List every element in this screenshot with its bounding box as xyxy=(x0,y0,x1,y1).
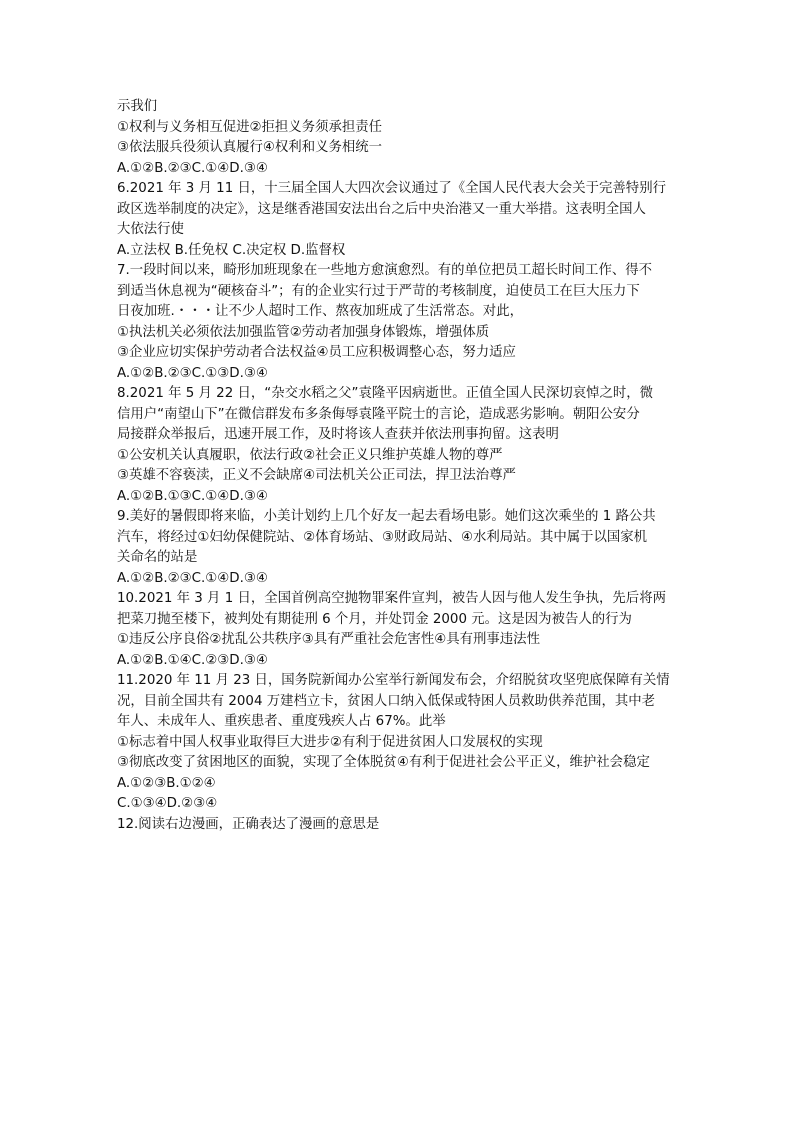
answer-options: A.①②B.②③C.①③D.③④ xyxy=(117,365,268,381)
document-page xyxy=(117,97,677,835)
question-12-stem: 12.阅读右边漫画，正确表达了漫画的意思是 xyxy=(117,816,380,832)
answer-options: A.①②B.②③C.①④D.③④ xyxy=(117,570,268,586)
question-11-stem: 11.2020 年 11 月 23 日，国务院新闻办公室举行新闻发布会，介绍脱贫攻坚兜底保障有关情 xyxy=(117,673,670,688)
question-6-stem: 6.2021 年 3 月 11 日，十三届全国人大四次会议通过了《全国人民代表大会关于完善特别行 xyxy=(117,181,666,196)
question-7-stem: 到适当休息视为“硬核奋斗”；有的企业实行过于严苛的考核制度，迫使员工在巨大压力下 xyxy=(117,283,640,299)
answer-options: A.①②B.②③C.①④D.③④ xyxy=(117,160,268,176)
question-8-stem: 8.2021 年 5 月 22 日，“杂交水稻之父”袁隆平因病逝世。正值全国人民深切哀悼之时，微 xyxy=(117,386,654,401)
text-line: ③依法服兵役须认真履行④权利和义务相统一 xyxy=(117,140,383,155)
statement-line: ①公安机关认真履职，依法行政②社会正义只维护英雄人物的尊严 xyxy=(117,447,503,463)
question-7-stem: 日夜加班.・・・让不少人超时工作、熬夜加班成了生活常态。对此， xyxy=(117,304,523,319)
question-7-stem: 7.一段时间以来，畸形加班现象在一些地方愈演愈烈。有的单位把员工超长时间工作、得不 xyxy=(117,263,653,278)
question-8-stem: 局接群众举报后，迅速开展工作，及时将该人查获并依法刑事拘留。这表明 xyxy=(117,427,559,442)
text-line: 示我们 xyxy=(117,99,158,114)
question-11-stem: 年人、未成年人、重疾患者、重度残疾人占 67%。此举 xyxy=(117,714,446,729)
question-8-stem: 信用户“南望山下”在微信群发布多条侮辱袁隆平院士的言论，造成恶劣影响。朝阳公安分 xyxy=(117,406,640,422)
answer-options: A.①②③B.①②④ xyxy=(117,775,216,791)
statement-line: ③英雄不容亵渎，正义不会缺席④司法机关公正司法，捍卫法治尊严 xyxy=(117,468,516,483)
answer-options: A.立法权 B.任免权 C.决定权 D.监督权 xyxy=(117,242,346,258)
answer-options: A.①②B.①③C.①④D.③④ xyxy=(117,488,268,504)
statement-line: ①标志着中国人权事业取得巨大进步②有利于促进贫困人口发展权的实现 xyxy=(117,734,543,750)
question-10-stem: 10.2021 年 3 月 1 日，全国首例高空抛物罪案件宣判，被告人因与他人发生争执，先后将两 xyxy=(117,591,666,606)
question-6-stem: 政区选举制度的决定》，这是继香港国安法出台之后中央治港又一重大举措。这表明全国人 xyxy=(117,201,646,217)
question-9-stem: 关命名的站是 xyxy=(117,550,198,565)
answer-options: C.①③④D.②③④ xyxy=(117,796,218,811)
statement-line: ①违反公序良俗②扰乱公共秩序③具有严重社会危害性④具有刑事违法性 xyxy=(117,632,540,647)
statement-line: ③彻底改变了贫困地区的面貌，实现了全体脱贫④有利于促进社会公平正义，维护社会稳定 xyxy=(117,755,650,770)
question-9-stem: 汽车，将经过①妇幼保健院站、②体育场站、③财政局站、④水利局站。其中属于以国家机 xyxy=(117,529,648,545)
answer-options: A.①②B.①④C.②③D.③④ xyxy=(117,652,268,668)
statement-line: ①执法机关必须依法加强监管②劳动者加强身体锻炼，增强体质 xyxy=(117,324,490,340)
text-line: ①权利与义务相互促进②拒担义务须承担责任 xyxy=(117,119,383,135)
question-10-stem: 把菜刀抛至楼下，被判处有期徒刑 6 个月，并处罚金 2000 元。这是因为被告人的行为 xyxy=(117,611,632,627)
statement-line: ③企业应切实保护劳动者合法权益④员工应积极调整心态，努力适应 xyxy=(117,345,516,360)
question-11-stem: 况，目前全国共有 2004 万建档立卡，贫困人口纳入低保或特困人员救助供养范围，其中老 xyxy=(117,693,656,709)
question-6-stem: 大依法行使 xyxy=(117,222,184,237)
question-9-stem: 9.美好的暑假即将来临，小美计划约上几个好友一起去看场电影。她们这次乘坐的 1 路公共 xyxy=(117,509,656,524)
